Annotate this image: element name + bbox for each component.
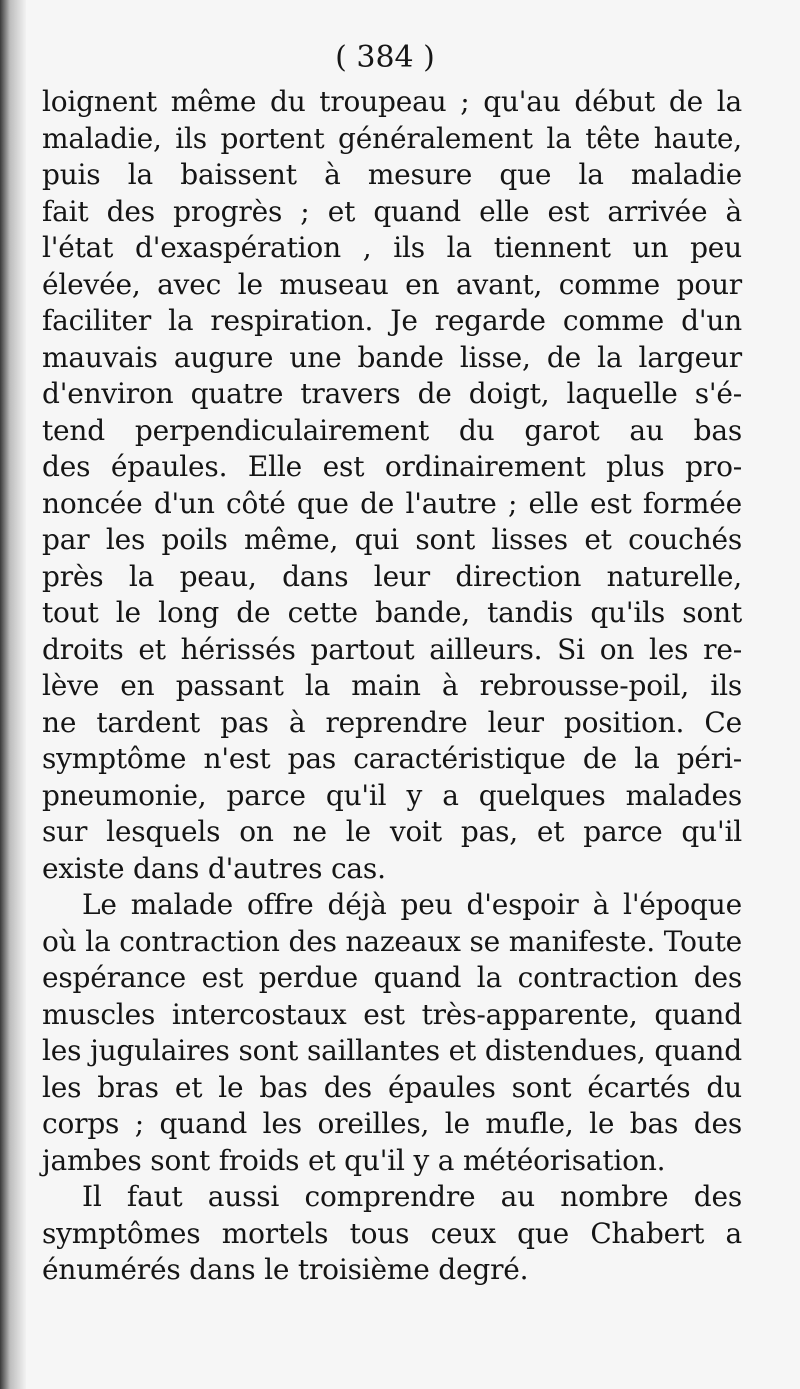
text-line: les bras et le bas des épaules sont écartés du <box>42 1070 742 1104</box>
text-line: élevée, avec le museau en avant, comme pour <box>42 267 742 301</box>
text-line: sur lesquels on ne le voit pas, et parce qu'il <box>42 815 742 848</box>
body-text <box>42 84 742 1289</box>
paragraph <box>42 1179 742 1289</box>
text-line: ne tardent pas à reprendre leur position. Ce <box>42 705 742 739</box>
text-line: pneumonie, parce qu'il y a quelques malades <box>42 778 742 812</box>
text-line: symptômes mortels tous ceux que Chabert a <box>42 1216 742 1250</box>
text-line: tend perpendiculairement du garot au bas <box>42 413 742 447</box>
text-line: les jugulaires sont saillantes et distendues, quand <box>42 1034 742 1067</box>
text-line: existe dans d'autres cas. <box>42 851 386 885</box>
text-line: Le malade offre déjà peu d'espoir à l'époque <box>82 888 742 921</box>
text-line: symptôme n'est pas caractéristique de la péri- <box>42 742 742 775</box>
text-line: muscles intercostaux est très-apparente, quand <box>42 997 742 1031</box>
text-line: d'environ quatre travers de doigt, laquelle s'é- <box>42 377 742 410</box>
text-line: où la contraction des nazeaux se manifeste. Toute <box>42 924 742 958</box>
paragraph <box>42 887 742 1179</box>
text-line: faciliter la respiration. Je regarde comme d'un <box>42 304 742 337</box>
text-line: tout le long de cette bande, tandis qu'ils sont <box>42 596 742 629</box>
text-line: mauvais augure une bande lisse, de la largeur <box>42 340 742 374</box>
page-edge-shadow <box>0 0 26 1389</box>
paragraph <box>42 84 742 887</box>
text-line: énumérés dans le troisième degré. <box>42 1253 529 1286</box>
text-line: corps ; quand les oreilles, le mufle, le bas des <box>42 1107 742 1140</box>
text-line: jambes sont froids et qu'il y a météorisation. <box>42 1143 666 1177</box>
text-line: près la peau, dans leur direction naturelle, <box>42 559 742 593</box>
text-line: fait des progrès ; et quand elle est arrivée à <box>42 194 742 228</box>
text-line: noncée d'un côté que de l'autre ; elle est formée <box>42 486 742 520</box>
text-line: Il faut aussi comprendre au nombre des <box>82 1180 742 1213</box>
page-number: ( 384 ) <box>335 40 435 75</box>
text-line: puis la baissent à mesure que la maladie <box>42 158 742 191</box>
text-line: par les poils même, qui sont lisses et couchés <box>42 523 742 556</box>
text-line: maladie, ils portent généralement la tête haute, <box>42 121 742 155</box>
text-line: espérance est perdue quand la contraction des <box>42 961 742 994</box>
text-line: lève en passant la main à rebrousse-poil, ils <box>42 669 742 702</box>
text-line: droits et hérissés partout ailleurs. Si on les re- <box>42 632 742 666</box>
text-line: loignent même du troupeau ; qu'au début de la <box>42 85 742 118</box>
text-line: l'état d'exaspération , ils la tiennent un peu <box>42 231 742 264</box>
text-line: des épaules. Elle est ordinairement plus pro- <box>42 450 742 483</box>
